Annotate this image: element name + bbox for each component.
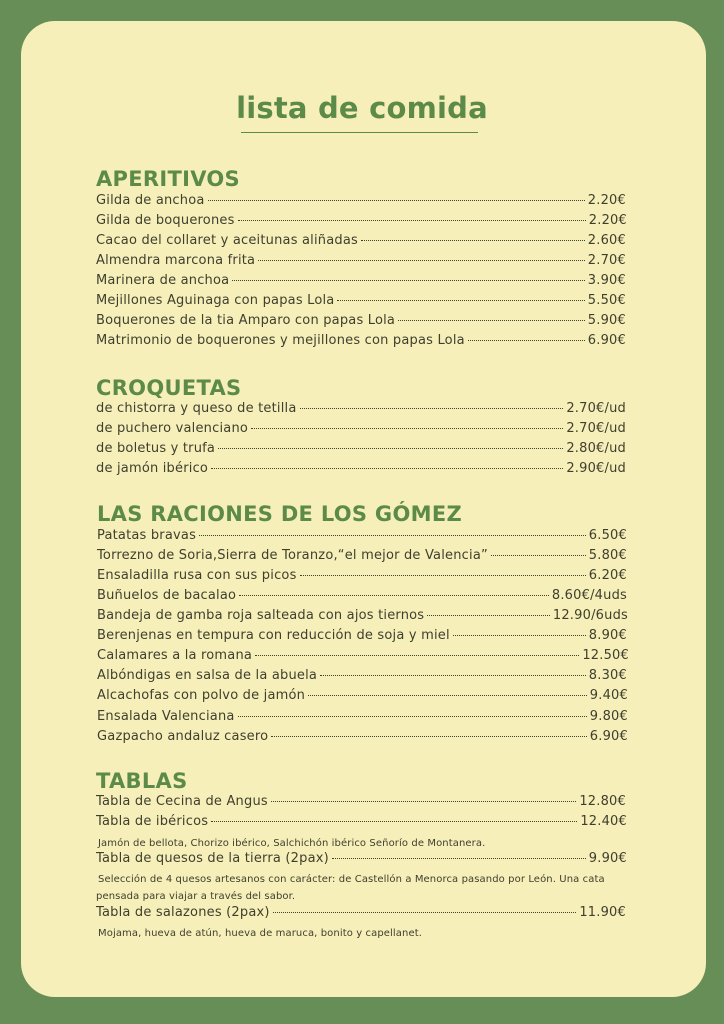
leader-dots [300, 575, 586, 576]
leader-dots [255, 655, 579, 656]
leader-dots [398, 320, 585, 321]
item-description: Jamón de bellota, Chorizo ibérico, Salchichón ibérico Señorío de Montanera. [98, 838, 486, 849]
item-price: 9.40€ [589, 688, 628, 703]
item-name: Gilda de anchoa [96, 193, 205, 208]
leader-dots [238, 220, 586, 221]
leader-dots [308, 695, 587, 696]
item-name: de jamón ibérico [96, 461, 209, 476]
leader-dots [199, 535, 586, 536]
leader-dots [491, 555, 586, 556]
leader-dots [468, 340, 585, 341]
menu-item [96, 851, 627, 871]
item-description: Mojama, hueva de atún, hueva de maruca, bonito y capellanet. [98, 928, 423, 939]
item-name: Albóndigas en salsa de la abuela [97, 668, 318, 683]
menu-item [96, 794, 626, 814]
item-price: 5.80€ [588, 548, 627, 563]
leader-dots [232, 280, 584, 281]
menu-item [97, 729, 628, 749]
item-name: Marinera de anchoa [96, 273, 230, 288]
item-price: 6.90€ [589, 729, 628, 744]
item-price: 8.60€/4uds [551, 588, 627, 603]
item-price: 2.80€/ud [566, 441, 626, 456]
menu-item [96, 333, 626, 353]
item-price: 2.90€/ud [566, 461, 626, 476]
leader-dots [271, 736, 586, 737]
leader-dots [332, 858, 586, 859]
item-price: 6.20€ [588, 568, 627, 583]
leader-dots [238, 716, 587, 717]
item-name: Mejillones Aguinaga con papas Lola [96, 293, 335, 308]
leader-dots [320, 675, 586, 676]
item-name: Tabla de ibéricos [96, 814, 209, 829]
item-name: Almendra marcona frita [96, 253, 256, 268]
item-name: de boletus y trufa [96, 441, 216, 456]
item-name: de chistorra y queso de tetilla [96, 401, 297, 416]
leader-dots [453, 635, 586, 636]
item-name: Gilda de boquerones [96, 213, 235, 228]
item-name: Alcachofas con polvo de jamón [97, 688, 306, 703]
leader-dots [273, 912, 577, 913]
section-title-raciones: LAS RACIONES DE LOS GÓMEZ [97, 502, 462, 526]
item-price: 3.90€ [587, 273, 626, 288]
item-price: 2.20€ [587, 193, 626, 208]
item-name: Ensalada Valenciana [97, 709, 235, 724]
item-price: 2.70€/ud [566, 421, 626, 436]
menu-item [97, 608, 628, 628]
leader-dots [211, 821, 577, 822]
menu-item [96, 213, 627, 233]
item-name: Tabla de quesos de la tierra (2pax) [96, 851, 329, 866]
item-name: Calamares a la romana [97, 648, 253, 663]
item-name: Boquerones de la tia Amparo con papas Lola [96, 313, 396, 328]
menu-item [97, 628, 627, 648]
item-price: 12.90/6uds [552, 608, 628, 623]
section-title-tablas: TABLAS [96, 769, 188, 793]
item-price: 6.90€ [587, 333, 626, 348]
title-underline [241, 132, 478, 133]
leader-dots [300, 408, 564, 409]
menu-item [97, 688, 628, 708]
item-price: 2.20€ [588, 213, 627, 228]
menu-item [96, 401, 626, 421]
section-title-croquetas: CROQUETAS [96, 376, 242, 400]
leader-dots [337, 300, 584, 301]
menu-item [96, 273, 626, 293]
leader-dots [218, 448, 563, 449]
item-name: Buñuelos de bacalao [97, 588, 237, 603]
menu-item [97, 528, 627, 548]
item-name: Gazpacho andaluz casero [97, 729, 269, 744]
item-price: 11.90€ [579, 905, 626, 920]
menu-item [96, 293, 626, 313]
leader-dots [251, 428, 563, 429]
item-name: Patatas bravas [97, 528, 197, 543]
item-price: 12.40€ [580, 814, 627, 829]
item-name: Cacao del collaret y aceitunas aliñadas [96, 233, 358, 248]
menu-item [97, 668, 627, 688]
item-name: Tabla de salazones (2pax) [96, 905, 270, 920]
leader-dots [427, 615, 550, 616]
item-price: 12.50€ [582, 648, 629, 663]
menu-item [97, 568, 627, 588]
item-price: 8.90€ [588, 628, 627, 643]
item-price: 5.90€ [587, 313, 626, 328]
menu-item [96, 814, 627, 834]
leader-dots [208, 200, 585, 201]
leader-dots [239, 595, 549, 596]
item-price: 2.70€/ud [566, 401, 626, 416]
menu-item [97, 709, 628, 729]
section-title-aperitivos: APERITIVOS [96, 167, 240, 191]
item-name: de puchero valenciano [96, 421, 249, 436]
menu-item [96, 421, 626, 441]
menu-item [97, 648, 629, 668]
item-price: 9.90€ [588, 851, 627, 866]
item-price: 9.80€ [589, 709, 628, 724]
menu-item [96, 193, 626, 213]
menu-item [96, 441, 626, 461]
item-price: 5.50€ [587, 293, 626, 308]
item-price: 8.30€ [588, 668, 627, 683]
menu-item [97, 588, 627, 608]
item-description: Selección de 4 quesos artesanos con carácter: de Castellón a Menorca pasando por León. Una cata pensada para viajar a través del sabor. [96, 874, 605, 902]
item-price: 12.80€ [579, 794, 626, 809]
item-price: 6.50€ [588, 528, 627, 543]
menu-item [96, 233, 626, 253]
menu-item [96, 905, 626, 925]
item-name: Matrimonio de boquerones y mejillones con papas Lola [96, 333, 465, 348]
item-name: Berenjenas en tempura con reducción de soja y miel [97, 628, 450, 643]
leader-dots [258, 260, 585, 261]
menu-item [96, 313, 626, 333]
item-name: Bandeja de gamba roja salteada con ajos tiernos [97, 608, 425, 623]
item-name: Ensaladilla rusa con sus picos [97, 568, 297, 583]
leader-dots [361, 240, 585, 241]
leader-dots [211, 468, 563, 469]
item-name: Torrezno de Soria,Sierra de Toranzo,“el mejor de Valencia” [97, 548, 488, 563]
item-name: Tabla de Cecina de Angus [96, 794, 268, 809]
menu-item [97, 548, 627, 568]
item-price: 2.60€ [587, 233, 626, 248]
item-price: 2.70€ [587, 253, 626, 268]
menu-item [96, 253, 626, 273]
leader-dots [271, 801, 576, 802]
page-title: lista de comida [236, 91, 488, 125]
menu-item [96, 461, 626, 481]
